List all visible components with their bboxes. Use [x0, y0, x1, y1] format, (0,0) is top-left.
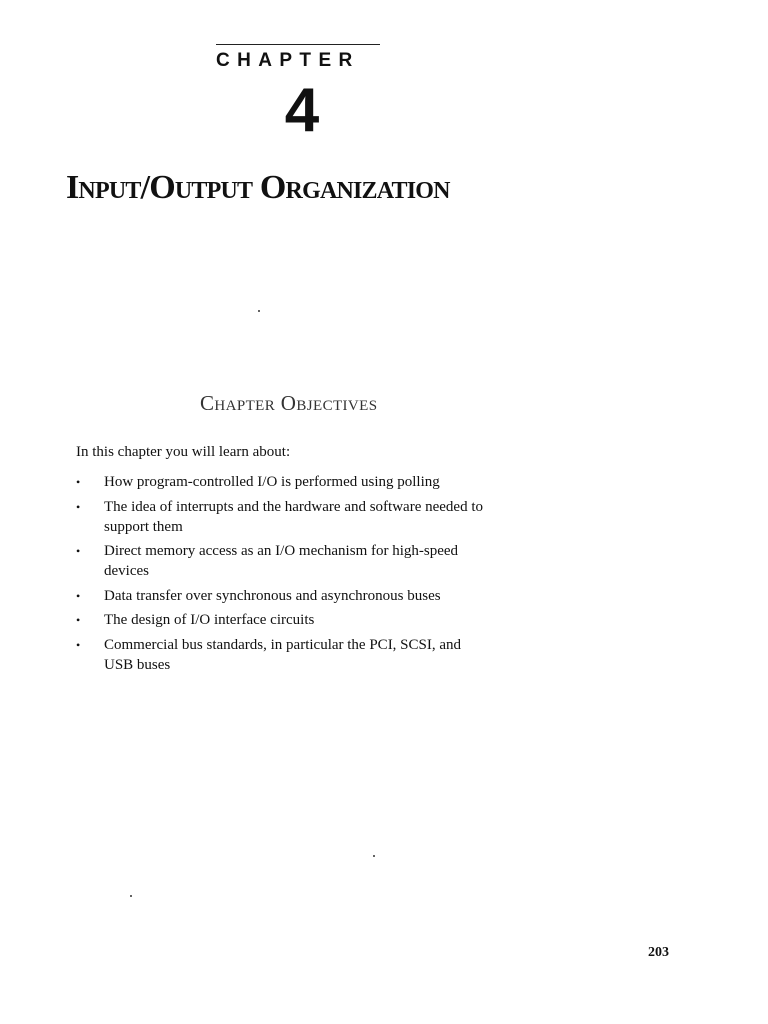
objective-item [76, 635, 556, 675]
bullet-icon: • [76, 613, 81, 627]
objective-line: devices [104, 563, 149, 579]
objective-item [76, 472, 556, 492]
bullet-icon: • [76, 499, 81, 514]
objective-line: USB buses [104, 656, 171, 673]
objective-line: Data transfer over synchronous and asynchronous buses [104, 587, 441, 604]
chapter-label: CHAPTER [216, 50, 360, 71]
chapter-number: 4 [284, 76, 320, 145]
objectives-list [76, 472, 556, 679]
chapter-title: Input/Output Organization [66, 169, 450, 206]
chapter-rule [216, 44, 380, 45]
scan-speck [130, 895, 132, 897]
objective-line: The design of I/O interface circuits [104, 612, 315, 628]
objective-line: support them [104, 518, 183, 535]
objective-item [76, 586, 556, 606]
scan-speck [258, 310, 260, 312]
objectives-intro: In this chapter you will learn about: [76, 444, 291, 460]
bullet-icon: • [76, 637, 81, 652]
objective-item [76, 497, 556, 537]
bullet-icon: • [76, 588, 81, 603]
scan-speck [373, 855, 375, 857]
page-number: 203 [648, 945, 669, 960]
objective-item [76, 541, 556, 581]
objective-line: Commercial bus standards, in particular the PCI, SCSI, and [104, 636, 462, 653]
bullet-icon: • [76, 544, 81, 558]
objective-item [76, 610, 556, 630]
objective-line: Direct memory access as an I/O mechanism for high-speed [104, 543, 459, 559]
objective-line: How program-controlled I/O is performed using polling [104, 474, 440, 490]
objectives-heading: Chapter Objectives [200, 391, 378, 415]
objective-line: The idea of interrupts and the hardware and software needed to [104, 498, 484, 515]
bullet-icon: • [76, 475, 81, 489]
